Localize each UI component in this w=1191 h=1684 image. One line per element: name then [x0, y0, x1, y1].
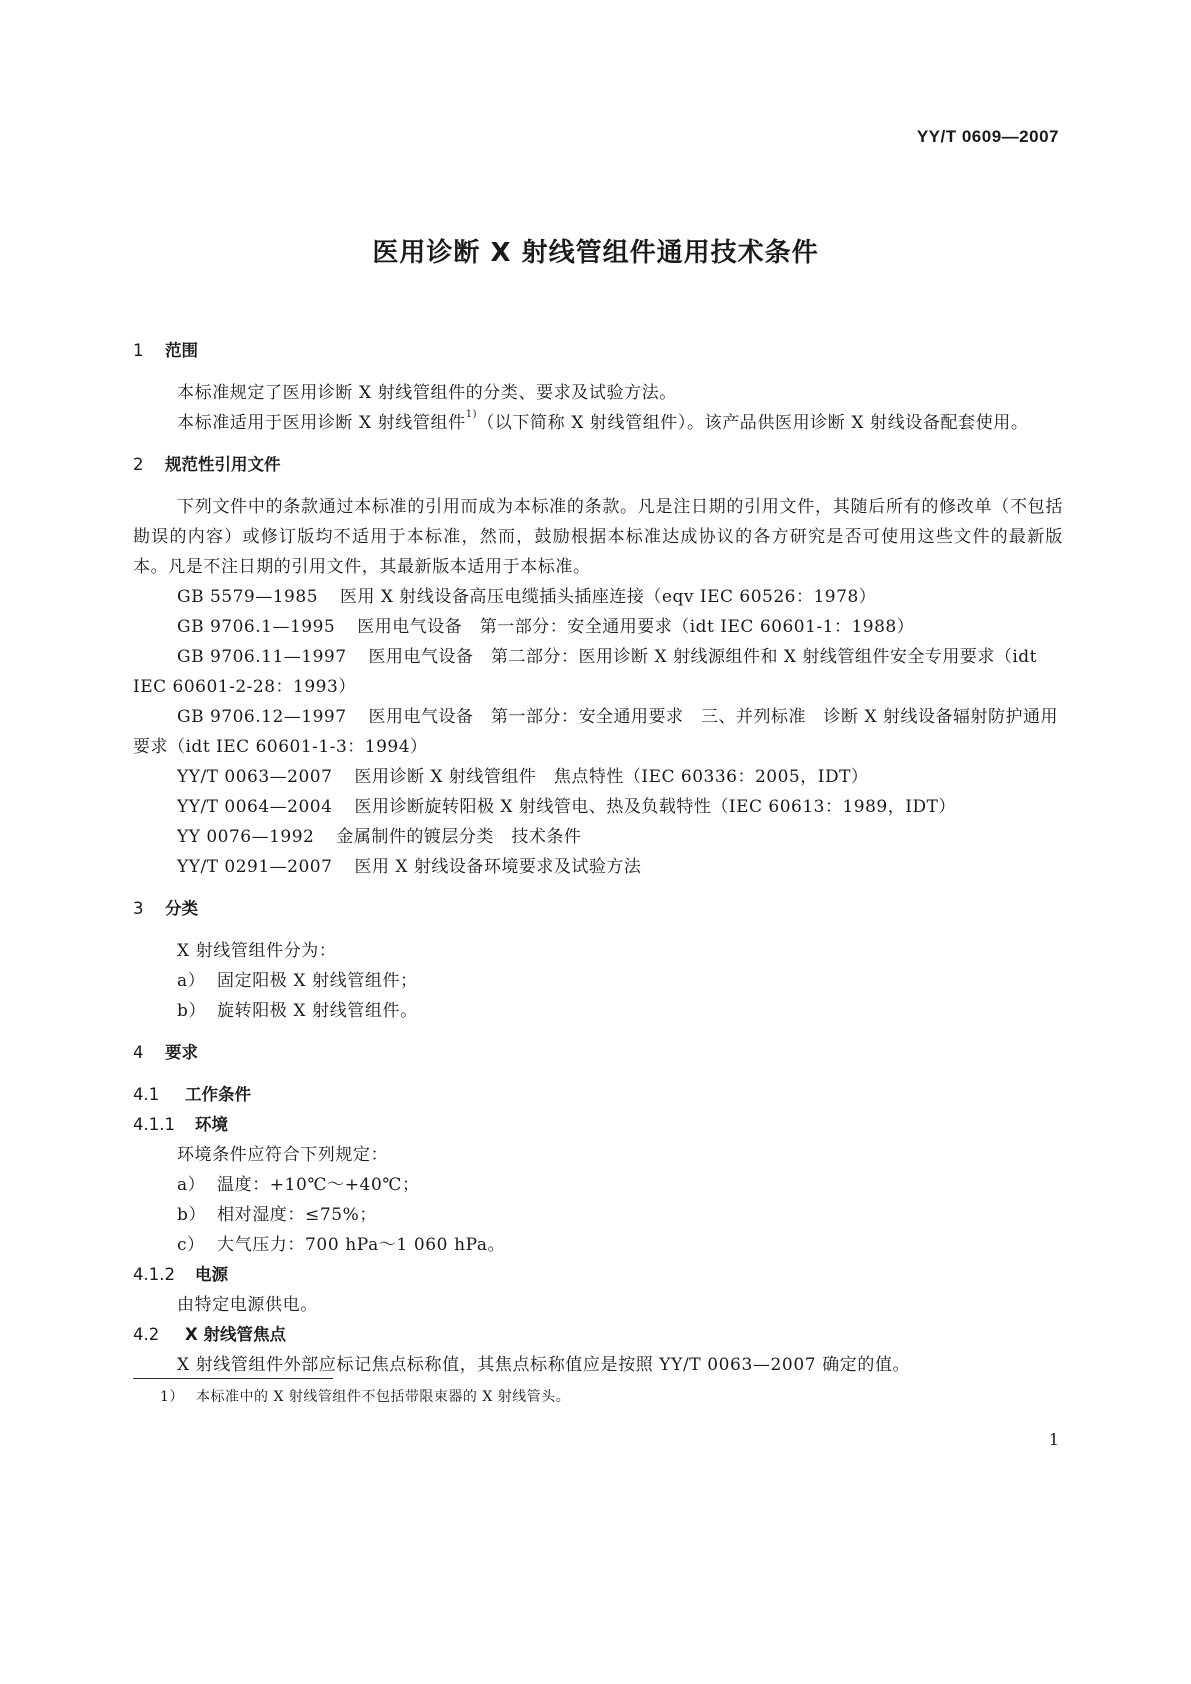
paragraph-text: 本标准适用于医用诊断 X 射线管组件 [177, 413, 466, 433]
reference-title: 医用电气设备 第二部分：医用诊断 X 射线源组件和 X 射线管组件安全专用要求（idt IEC 60601-2-28：1993） [133, 647, 1038, 697]
paragraph: X 射线管组件分为： [177, 941, 337, 961]
reference-title: 医用 X 射线设备环境要求及试验方法 [354, 857, 642, 877]
document-body [133, 336, 1063, 1380]
reference-title: 医用 X 射线设备高压电缆插头插座连接（eqv IEC 60526：1978） [340, 587, 877, 607]
section-number: 4.1.2 [133, 1265, 175, 1284]
section-4-heading [133, 1038, 1063, 1068]
section-title: 电源 [195, 1265, 228, 1284]
paragraph [133, 408, 1063, 438]
reference-item [133, 642, 1063, 702]
section-4-1-heading [133, 1080, 1063, 1110]
section-4-1-2-heading [133, 1260, 1063, 1290]
reference-list [133, 582, 1063, 882]
footnote-divider [133, 1378, 333, 1379]
list-item [133, 1230, 1063, 1260]
reference-item [133, 582, 1063, 612]
reference-item [133, 762, 1063, 792]
paragraph: 由特定电源供电。 [177, 1295, 318, 1315]
list-text: 大气压力：700 hPa～1 060 hPa。 [217, 1235, 506, 1255]
reference-code: GB 9706.1—1995 [177, 617, 336, 637]
section-number: 1 [133, 341, 144, 360]
section-number: 2 [133, 455, 144, 474]
list-item [133, 996, 1063, 1026]
section-number: 3 [133, 899, 144, 918]
paragraph: 本标准规定了医用诊断 X 射线管组件的分类、要求及试验方法。 [177, 383, 677, 403]
standard-code: YY/T 0609—2007 [916, 127, 1059, 146]
list-marker: a） [177, 1175, 206, 1195]
paragraph-text: （以下简称 X 射线管组件）。该产品供医用诊断 X 射线设备配套使用。 [477, 413, 1029, 433]
reference-code: YY/T 0064—2004 [177, 797, 333, 817]
reference-code: GB 5579—1985 [177, 587, 319, 607]
section-title: 分类 [165, 899, 198, 918]
reference-title: 金属制件的镀层分类 技术条件 [336, 827, 582, 847]
reference-code: YY/T 0063—2007 [177, 767, 333, 787]
reference-title: 医用电气设备 第一部分：安全通用要求（idt IEC 60601-1：1988） [357, 617, 915, 637]
footnote-marker: 1） [160, 1389, 184, 1405]
list-text: 固定阳极 X 射线管组件； [217, 971, 418, 991]
list-item [133, 966, 1063, 996]
list-item [133, 1200, 1063, 1230]
reference-item [133, 852, 1063, 882]
list-text: 旋转阳极 X 射线管组件。 [217, 1001, 418, 1021]
section-number: 4.2 [133, 1325, 160, 1344]
reference-item [133, 612, 1063, 642]
page-number: 1 [1048, 1430, 1059, 1449]
paragraph: 环境条件应符合下列规定： [177, 1145, 389, 1165]
footnote-reference: 1) [465, 409, 478, 420]
reference-item [133, 792, 1063, 822]
reference-code: GB 9706.11—1997 [177, 647, 347, 667]
list-text: 相对湿度：≤75%； [217, 1205, 378, 1225]
paragraph: X 射线管组件外部应标记焦点标称值，其焦点标称值应是按照 YY/T 0063—2007 确定的值。 [177, 1355, 911, 1375]
reference-title: 医用诊断 X 射线管组件 焦点特性（IEC 60336：2005，IDT） [354, 767, 869, 787]
section-title: 要求 [165, 1043, 198, 1062]
section-1-heading [133, 336, 1063, 366]
reference-code: YY/T 0291—2007 [177, 857, 333, 877]
section-title: 范围 [165, 341, 198, 360]
section-title: 工作条件 [185, 1085, 251, 1104]
section-title: 环境 [195, 1115, 228, 1134]
document-title: 医用诊断 X 射线管组件通用技术条件 [372, 238, 819, 268]
reference-item [133, 702, 1063, 762]
section-2-heading [133, 450, 1063, 480]
reference-title: 医用诊断旋转阳极 X 射线管电、热及负载特性（IEC 60613：1989，IDT） [354, 797, 956, 817]
list-marker: b） [177, 1001, 207, 1021]
list-text: 温度：+10℃～+40℃； [217, 1175, 420, 1195]
reference-item [133, 822, 1063, 852]
section-number: 4.1.1 [133, 1115, 175, 1134]
section-title: 规范性引用文件 [165, 455, 281, 474]
paragraph: 下列文件中的条款通过本标准的引用而成为本标准的条款。凡是注日期的引用文件，其随后所有的修改单（不包括勘误的内容）或修订版均不适用于本标准，然而，鼓励根据本标准达成协议的各方研究是否可使用这些文件的最新版本。凡是不注日期的引用文件，其最新版本适用于本标准。 [133, 497, 1063, 577]
reference-code: YY 0076—1992 [177, 827, 315, 847]
list-marker: c） [177, 1235, 205, 1255]
reference-code: GB 9706.12—1997 [177, 707, 347, 727]
footnote-text: 本标准中的 X 射线管组件不包括带限束器的 X 射线管头。 [196, 1389, 571, 1405]
section-3-heading [133, 894, 1063, 924]
list-item [133, 1170, 1063, 1200]
section-title: X 射线管焦点 [185, 1325, 286, 1344]
section-4-1-1-heading [133, 1110, 1063, 1140]
list-marker: a） [177, 971, 206, 991]
reference-title: 医用电气设备 第一部分：安全通用要求 三、并列标准 诊断 X 射线设备辐射防护通用要求（idt IEC 60601-1-3：1994） [133, 707, 1058, 757]
section-4-2-heading [133, 1320, 1063, 1350]
section-number: 4 [133, 1043, 144, 1062]
list-marker: b） [177, 1205, 207, 1225]
section-number: 4.1 [133, 1085, 160, 1104]
footnote [160, 1386, 570, 1406]
